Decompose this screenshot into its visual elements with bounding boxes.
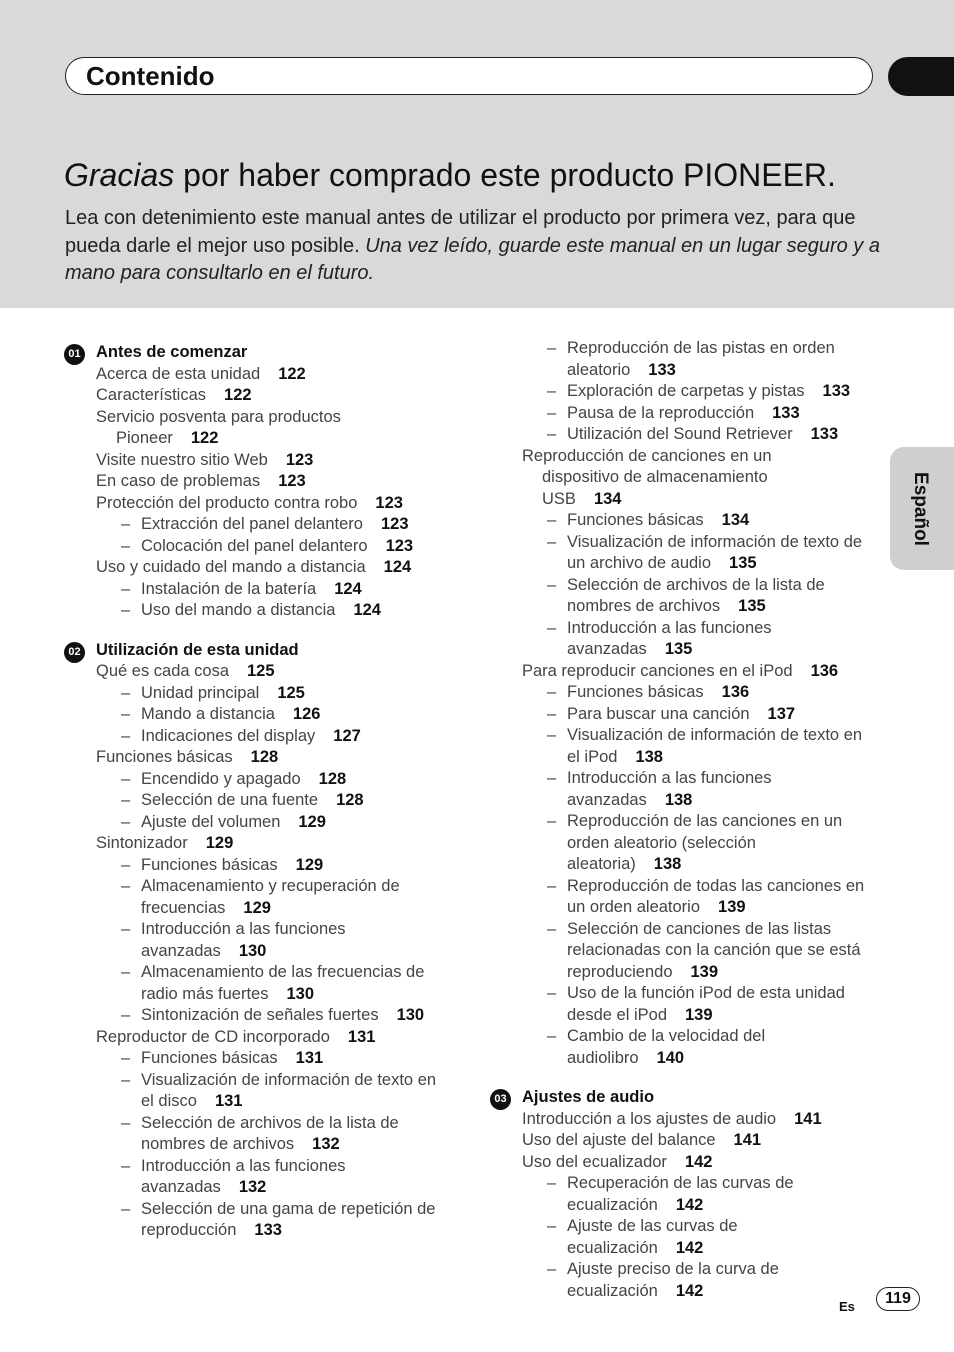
entry-page: 142 bbox=[675, 1238, 704, 1257]
entry-text: Reproducción de las pistas en orden aleatorio bbox=[567, 339, 835, 379]
section-number-badge: 01 bbox=[64, 344, 85, 365]
thanks-rest: por haber comprado este producto PIONEER. bbox=[174, 157, 836, 193]
entry-text: Instalación de la batería bbox=[141, 579, 317, 598]
entry-page: 142 bbox=[675, 1195, 704, 1214]
toc-subentry[interactable]: – Recuperación de las curvas de ecualización 142 bbox=[547, 1174, 794, 1214]
toc-entry[interactable] bbox=[64, 661, 464, 683]
entry-page: 124 bbox=[353, 601, 381, 619]
entry-page: 123 bbox=[285, 450, 314, 469]
toc-subentry[interactable]: – Instalación de la batería 124 bbox=[121, 579, 362, 598]
toc-subentry[interactable]: – Indicaciones del display 127 bbox=[121, 726, 361, 745]
entry-text: Visualización de información de texto de un archivo de audio bbox=[567, 532, 863, 572]
entry-text: Funciones básicas bbox=[567, 683, 704, 701]
entry-text: Uso del mando a distancia bbox=[141, 601, 336, 619]
toc-subentry[interactable]: – Ajuste preciso de la curva de ecualización 142 bbox=[547, 1260, 779, 1300]
entry-text: Visite nuestro sitio Web bbox=[96, 450, 268, 469]
contents-title-box bbox=[65, 57, 873, 95]
entry-text: Visualización de información de texto en el iPod bbox=[567, 726, 863, 766]
entry-page: 139 bbox=[685, 1005, 713, 1024]
toc-subentry[interactable]: – Uso de la función iPod de esta unidad desde el iPod 139 bbox=[547, 984, 845, 1024]
entry-text: Utilización del Sound Retriever bbox=[567, 425, 793, 443]
entry-text: Exploración de carpetas y pistas bbox=[567, 382, 805, 400]
toc-entry[interactable] bbox=[490, 661, 880, 683]
entry-page: 130 bbox=[238, 941, 267, 960]
entry-text: Introducción a las funciones avanzadas bbox=[567, 618, 772, 658]
toc-subentry[interactable]: – Selección de una fuente 128 bbox=[121, 791, 364, 809]
entry-page: 140 bbox=[656, 1048, 685, 1067]
entry-text: Selección de canciones de las listas relacionadas con la canción que se está reproduciendo bbox=[567, 919, 861, 981]
toc-subentry[interactable]: – Selección de archivos de la lista de nombres de archivos 132 bbox=[121, 1113, 399, 1153]
entry-page: 141 bbox=[733, 1131, 762, 1149]
entry-page: 138 bbox=[635, 747, 663, 766]
entry-text: Introducción a los ajustes de audio bbox=[522, 1109, 777, 1128]
entry-page: 133 bbox=[772, 403, 800, 422]
entry-text: Almacenamiento de las frecuencias de radio más fuertes bbox=[141, 963, 425, 1003]
entry-page: 134 bbox=[593, 489, 622, 508]
entry-text: Selección de una fuente bbox=[141, 791, 319, 809]
entry-page: 135 bbox=[664, 640, 693, 658]
entry-text: Uso y cuidado del mando a distancia bbox=[96, 558, 366, 576]
black-tab-marker bbox=[888, 57, 954, 96]
entry-page: 123 bbox=[278, 472, 306, 490]
entry-text: Ajuste del volumen bbox=[141, 812, 281, 831]
page-title: Contenido bbox=[86, 61, 215, 91]
toc-subentry[interactable]: – Reproducción de las pistas en orden aleatorio 133 bbox=[547, 339, 835, 379]
entry-page: 128 bbox=[250, 748, 279, 766]
language-label: Español bbox=[910, 472, 931, 546]
toc-entry[interactable] bbox=[64, 407, 396, 450]
entry-page: 123 bbox=[375, 493, 403, 512]
toc-subentry[interactable]: – Introducción a las funciones avanzadas 135 bbox=[547, 618, 772, 658]
toc-subentry[interactable]: – Selección de archivos de la lista de nombres de archivos 135 bbox=[547, 575, 825, 615]
toc-subentry[interactable]: – Exploración de carpetas y pistas 133 bbox=[547, 382, 851, 400]
toc-subentry[interactable]: – Pausa de la reproducción 133 bbox=[547, 403, 800, 422]
entry-page: 130 bbox=[396, 1006, 425, 1024]
toc-entry[interactable] bbox=[64, 450, 464, 472]
entry-page: 139 bbox=[718, 898, 746, 916]
entry-page: 122 bbox=[224, 386, 252, 404]
section-number-badge: 03 bbox=[490, 1089, 511, 1110]
toc-entry[interactable] bbox=[64, 493, 464, 515]
entry-text: Uso del ecualizador bbox=[522, 1152, 667, 1171]
toc-left-column bbox=[64, 338, 464, 1242]
entry-page: 131 bbox=[295, 1049, 324, 1067]
toc-subentry[interactable]: – Almacenamiento y recuperación de frecuencias 129 bbox=[121, 877, 400, 917]
toc-entry[interactable] bbox=[64, 747, 464, 769]
section-heading bbox=[64, 342, 464, 364]
entry-text: Funciones básicas bbox=[141, 1049, 278, 1067]
entry-text: Uso del ajuste del balance bbox=[522, 1131, 716, 1149]
entry-page: 133 bbox=[648, 360, 676, 379]
entry-text: Para buscar una canción bbox=[567, 704, 750, 723]
entry-page: 129 bbox=[298, 812, 326, 831]
entry-page: 136 bbox=[810, 661, 839, 680]
entry-page: 124 bbox=[383, 558, 412, 576]
entry-page: 122 bbox=[278, 364, 306, 383]
entry-page: 138 bbox=[653, 855, 682, 873]
toc-subentry[interactable]: – Mando a distancia 126 bbox=[121, 705, 321, 723]
entry-text: Ajuste de las curvas de ecualización bbox=[567, 1217, 738, 1257]
entry-text: Reproducción de canciones en un dispositivo de almacenamiento USB bbox=[522, 446, 772, 508]
intro-plain: Lea con detenimiento este manual antes de utilizar el producto por primera vez, para que pueda darle el mejor uso posible. bbox=[65, 207, 856, 257]
toc-subentry[interactable]: – Visualización de información de texto en el iPod 138 bbox=[547, 726, 863, 766]
entry-text: Uso de la función iPod de esta unidad desde el iPod bbox=[567, 984, 845, 1024]
entry-page: 125 bbox=[247, 662, 275, 680]
entry-page: 125 bbox=[277, 683, 305, 702]
toc-entry[interactable] bbox=[64, 385, 464, 407]
entry-page: 138 bbox=[664, 790, 693, 809]
toc-subentry[interactable]: – Cambio de la velocidad del audiolibro 140 bbox=[547, 1027, 766, 1067]
toc-subentry[interactable]: – Funciones básicas 136 bbox=[547, 683, 750, 701]
entry-page: 130 bbox=[286, 984, 315, 1003]
entry-text: Unidad principal bbox=[141, 683, 260, 702]
entry-text: En caso de problemas bbox=[96, 472, 261, 490]
entry-text: Introducción a las funciones avanzadas bbox=[141, 920, 346, 960]
entry-text: Almacenamiento y recuperación de frecuencias bbox=[141, 877, 400, 917]
entry-page: 134 bbox=[721, 511, 750, 529]
toc-subentry[interactable]: – Ajuste de las curvas de ecualización 142 bbox=[547, 1217, 738, 1257]
toc-subentry[interactable]: – Unidad principal 125 bbox=[121, 683, 305, 702]
entry-text: Introducción a las funciones avanzadas bbox=[141, 1156, 346, 1196]
toc-subentry[interactable]: – Almacenamiento de las frecuencias de radio más fuertes 130 bbox=[121, 963, 425, 1003]
toc-subentry[interactable]: – Extracción del panel delantero 123 bbox=[121, 515, 409, 533]
entry-text: Encendido y apagado bbox=[141, 769, 301, 788]
entry-page: 139 bbox=[690, 962, 719, 981]
entry-page: 136 bbox=[721, 683, 750, 701]
entry-page: 122 bbox=[190, 429, 219, 447]
footer-language-code: Es bbox=[839, 1299, 855, 1314]
toc-subentry[interactable]: – Encendido y apagado 128 bbox=[121, 769, 347, 788]
entry-page: 129 bbox=[295, 855, 324, 874]
toc-subentry[interactable]: – Introducción a las funciones avanzadas 138 bbox=[547, 769, 772, 809]
entry-text: Cambio de la velocidad del audiolibro bbox=[567, 1027, 766, 1067]
entry-text: Selección de una gama de repetición de reproducción bbox=[141, 1199, 436, 1239]
entry-text: Para reproducir canciones en el iPod bbox=[522, 661, 793, 680]
entry-page: 129 bbox=[205, 834, 234, 852]
thanks-heading bbox=[64, 157, 836, 194]
entry-text: Indicaciones del display bbox=[141, 726, 316, 745]
toc-subentry[interactable]: – Funciones básicas 129 bbox=[121, 855, 324, 874]
section-number-badge: 02 bbox=[64, 642, 85, 663]
entry-text: Ajuste preciso de la curva de ecualización bbox=[567, 1260, 779, 1300]
entry-text: Funciones básicas bbox=[141, 855, 278, 874]
entry-text: Características bbox=[96, 386, 207, 404]
section-heading bbox=[64, 640, 464, 662]
toc-subentry[interactable]: – Sintonización de señales fuertes 130 bbox=[121, 1006, 425, 1024]
entry-page: 142 bbox=[684, 1152, 713, 1171]
entry-text: Sintonizador bbox=[96, 834, 188, 852]
entry-page: 142 bbox=[675, 1281, 704, 1300]
entry-text: Selección de archivos de la lista de nombres de archivos bbox=[567, 575, 825, 615]
entry-page: 128 bbox=[336, 791, 364, 809]
toc-entry[interactable] bbox=[490, 446, 842, 511]
entry-page: 131 bbox=[214, 1092, 243, 1110]
entry-text: Reproductor de CD incorporado bbox=[96, 1027, 330, 1046]
entry-text: Acerca de esta unidad bbox=[96, 364, 261, 383]
intro-italic: Una vez leído, guarde este manual en un lugar seguro y a mano para consultarlo en el futuro. bbox=[65, 234, 880, 284]
toc-entry[interactable] bbox=[490, 1109, 880, 1131]
entry-page: 127 bbox=[333, 726, 361, 745]
toc-subentry[interactable]: – Introducción a las funciones avanzadas 130 bbox=[121, 920, 346, 960]
toc-entry[interactable] bbox=[64, 364, 464, 386]
entry-page: 133 bbox=[822, 382, 851, 400]
entry-text: Servicio posventa para productos Pioneer bbox=[96, 407, 341, 447]
toc-subentry[interactable]: – Utilización del Sound Retriever 133 bbox=[547, 425, 839, 443]
entry-text: Sintonización de señales fuertes bbox=[141, 1006, 379, 1024]
entry-page: 132 bbox=[312, 1135, 340, 1153]
toc-entry[interactable] bbox=[64, 557, 464, 579]
section-title: Utilización de esta unidad bbox=[96, 640, 299, 659]
toc-subentry[interactable]: – Funciones básicas 134 bbox=[547, 511, 750, 529]
toc-subentry[interactable]: – Ajuste del volumen 129 bbox=[121, 812, 326, 831]
toc-subentry[interactable]: – Para buscar una canción 137 bbox=[547, 704, 796, 723]
entry-text: Funciones básicas bbox=[96, 748, 233, 766]
toc-subentry[interactable]: – Colocación del panel delantero 123 bbox=[121, 536, 414, 555]
toc-subentry[interactable]: – Selección de canciones de las listas relacionadas con la canción que se está reproduciendo 139 bbox=[547, 919, 861, 981]
entry-page: 141 bbox=[794, 1109, 822, 1128]
entry-text: Pausa de la reproducción bbox=[567, 403, 755, 422]
entry-page: 135 bbox=[729, 554, 757, 572]
entry-text: Visualización de información de texto en el disco bbox=[141, 1070, 437, 1110]
entry-page: 132 bbox=[238, 1178, 267, 1196]
toc-entry[interactable] bbox=[64, 833, 464, 855]
toc-entry[interactable] bbox=[490, 1130, 880, 1152]
section-heading bbox=[490, 1087, 880, 1109]
entry-text: Reproducción de todas las canciones en un orden aleatorio bbox=[567, 876, 865, 916]
entry-page: 133 bbox=[254, 1221, 282, 1239]
entry-page: 123 bbox=[385, 536, 414, 555]
section-title: Antes de comenzar bbox=[96, 343, 248, 361]
toc-subentry[interactable]: – Reproducción de las canciones en un orden aleatorio (selección aleatoria) 138 bbox=[547, 812, 843, 873]
entry-page: 137 bbox=[767, 704, 796, 723]
toc-subentry[interactable]: – Selección de una gama de repetición de reproducción 133 bbox=[121, 1199, 436, 1239]
toc-subentry[interactable]: – Visualización de información de texto en el disco 131 bbox=[121, 1070, 437, 1110]
toc-entry[interactable] bbox=[64, 471, 464, 493]
entry-page: 128 bbox=[318, 769, 347, 788]
toc-entry[interactable] bbox=[64, 1027, 464, 1049]
entry-page: 135 bbox=[738, 597, 766, 615]
toc-subentry[interactable]: – Visualización de información de texto de un archivo de audio 135 bbox=[547, 532, 863, 572]
toc-subentry[interactable]: – Introducción a las funciones avanzadas 132 bbox=[121, 1156, 346, 1196]
toc-subentry[interactable]: – Reproducción de todas las canciones en un orden aleatorio 139 bbox=[547, 876, 865, 916]
entry-text: Qué es cada cosa bbox=[96, 662, 229, 680]
toc-entry[interactable] bbox=[490, 1152, 880, 1174]
entry-text: Introducción a las funciones avanzadas bbox=[567, 769, 772, 809]
section-title: Ajustes de audio bbox=[522, 1088, 655, 1106]
entry-text: Protección del producto contra robo bbox=[96, 493, 358, 512]
entry-page: 123 bbox=[380, 515, 409, 533]
thanks-italic: Gracias bbox=[64, 157, 175, 193]
entry-page: 126 bbox=[292, 705, 321, 723]
entry-text: Funciones básicas bbox=[567, 511, 704, 529]
page-number: 119 bbox=[876, 1287, 920, 1311]
entry-page: 133 bbox=[810, 425, 839, 443]
entry-text: Selección de archivos de la lista de nombres de archivos bbox=[141, 1113, 399, 1153]
entry-text: Mando a distancia bbox=[141, 705, 275, 723]
entry-page: 124 bbox=[334, 579, 362, 598]
toc-subentry[interactable]: – Funciones básicas 131 bbox=[121, 1049, 324, 1067]
entry-page: 131 bbox=[347, 1027, 376, 1046]
toc-right-column bbox=[490, 338, 880, 1302]
toc-subentry[interactable]: – Uso del mando a distancia 124 bbox=[121, 601, 381, 619]
intro-paragraph bbox=[65, 205, 895, 288]
entry-text: Recuperación de las curvas de ecualización bbox=[567, 1174, 794, 1214]
entry-text: Colocación del panel delantero bbox=[141, 536, 368, 555]
entry-page: 129 bbox=[243, 898, 271, 917]
entry-text: Extracción del panel delantero bbox=[141, 515, 363, 533]
entry-text: Reproducción de las canciones en un orden aleatorio (selección aleatoria) bbox=[567, 812, 843, 873]
